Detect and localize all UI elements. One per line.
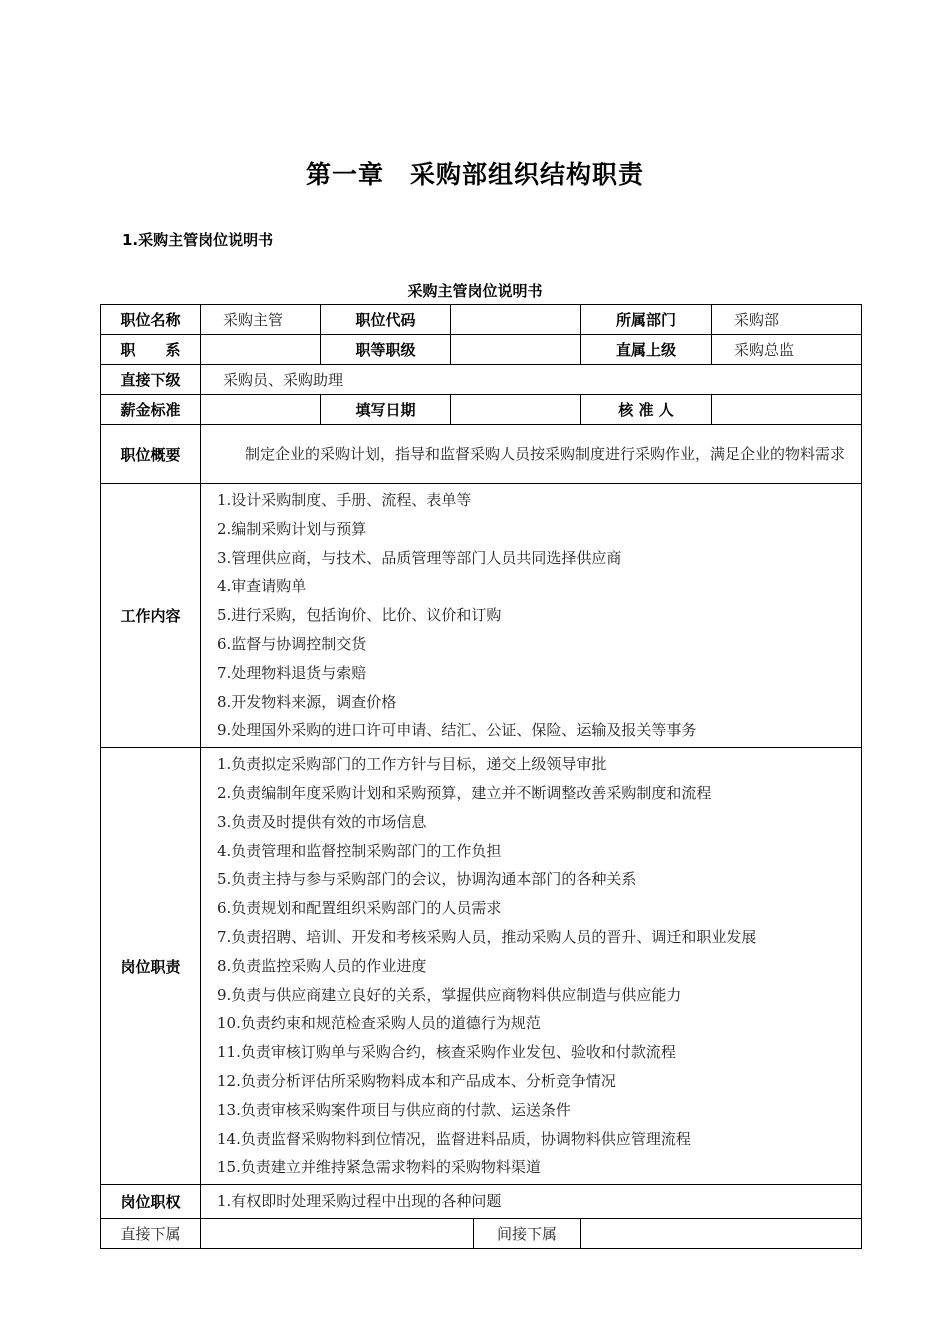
duties-list — [201, 748, 862, 1185]
list-item: 15.负责建立并维持紧急需求物料的采购物料渠道 — [217, 1158, 541, 1177]
list-item: 6.监督与协调控制交货 — [217, 634, 367, 653]
summary-value: 制定企业的采购计划，指导和监督采购人员按采购制度进行采购作业，满足企业的物料需求 — [201, 425, 862, 484]
table-row — [101, 305, 862, 335]
list-item: 3.负责及时提供有效的市场信息 — [217, 812, 427, 831]
position-name-label: 职位名称 — [101, 305, 201, 335]
list-item: 8.负责监控采购人员的作业进度 — [217, 956, 427, 975]
duties-label: 岗位职责 — [101, 748, 201, 1185]
table-row — [101, 748, 862, 1185]
subordinates-value: 采购员、采购助理 — [201, 365, 862, 395]
table-row — [101, 484, 862, 748]
list-item: 3.管理供应商，与技术、品质管理等部门人员共同选择供应商 — [217, 548, 622, 567]
job-family-value — [201, 335, 321, 365]
department-label: 所属部门 — [581, 305, 712, 335]
list-item: 7.负责招聘、培训、开发和考核采购人员，推动采购人员的晋升、调迁和职业发展 — [217, 927, 757, 946]
table-row — [101, 1185, 862, 1219]
department-value: 采购部 — [712, 305, 862, 335]
list-item: 8.开发物料来源，调查价格 — [217, 692, 397, 711]
fill-date-value — [451, 395, 581, 425]
list-item: 1.负责拟定采购部门的工作方针与目标，递交上级领导审批 — [217, 755, 607, 774]
fill-date-label: 填写日期 — [321, 395, 451, 425]
direct-sub-label: 直接下属 — [101, 1219, 201, 1249]
position-code-value — [451, 305, 581, 335]
salary-value — [201, 395, 321, 425]
job-family-label: 职 系 — [101, 335, 201, 365]
indirect-sub-label: 间接下属 — [474, 1219, 581, 1249]
section-heading: 1.采购主管岗位说明书 — [122, 231, 274, 249]
work-content-list — [201, 484, 862, 748]
table-row — [101, 335, 862, 365]
list-item: 11.负责审核订购单与采购合约，核查采购作业发包、验收和付款流程 — [217, 1043, 676, 1062]
supervisor-value: 采购总监 — [712, 335, 862, 365]
salary-label: 薪金标准 — [101, 395, 201, 425]
list-item: 4.审查请购单 — [217, 577, 307, 596]
direct-sub-value — [201, 1219, 474, 1249]
job-description-table — [100, 304, 862, 1249]
table-caption: 采购主管岗位说明书 — [407, 282, 543, 300]
grade-value — [451, 335, 581, 365]
list-item: 2.负责编制年度采购计划和采购预算，建立并不断调整改善采购制度和流程 — [217, 783, 712, 802]
list-item: 6.负责规划和配置组织采购部门的人员需求 — [217, 899, 502, 918]
supervisor-label: 直属上级 — [581, 335, 712, 365]
work-content-label: 工作内容 — [101, 484, 201, 748]
list-item: 1.有权即时处理采购过程中出现的各种问题 — [217, 1192, 502, 1211]
list-item: 13.负责审核采购案件项目与供应商的付款、运送条件 — [217, 1100, 571, 1119]
list-item: 10.负责约束和规范检查采购人员的道德行为规范 — [217, 1014, 541, 1033]
chapter-title: 第一章 采购部组织结构职责 — [305, 160, 644, 189]
list-item: 1.设计采购制度、手册、流程、表单等 — [217, 491, 472, 509]
list-item: 4.负责管理和监督控制采购部门的工作负担 — [217, 841, 502, 860]
summary-label: 职位概要 — [101, 425, 201, 484]
list-item: 9.负责与供应商建立良好的关系，掌握供应商物料供应制造与供应能力 — [217, 985, 682, 1004]
list-item: 5.进行采购，包括询价、比价、议价和订购 — [217, 606, 502, 625]
list-item: 12.负责分析评估所采购物料成本和产品成本、分析竞争情况 — [217, 1071, 616, 1090]
indirect-sub-value — [581, 1219, 862, 1249]
list-item: 9.处理国外采购的进口许可申请、结汇、公证、保险、运输及报关等事务 — [217, 721, 697, 740]
table-row — [101, 365, 862, 395]
subordinates-label: 直接下级 — [101, 365, 201, 395]
authority-list — [201, 1185, 862, 1219]
authority-label: 岗位职权 — [101, 1185, 201, 1219]
grade-label: 职等职级 — [321, 335, 451, 365]
position-name-value: 采购主管 — [201, 305, 321, 335]
list-item: 7.处理物料退货与索赔 — [217, 663, 367, 682]
table-row — [101, 395, 862, 425]
list-item: 2.编制采购计划与预算 — [217, 519, 367, 538]
table-row — [101, 425, 862, 484]
list-item: 14.负责监督采购物料到位情况，监督进料品质，协调物料供应管理流程 — [217, 1129, 691, 1148]
position-code-label: 职位代码 — [321, 305, 451, 335]
list-item: 5.负责主持与参与采购部门的会议，协调沟通本部门的各种关系 — [217, 870, 637, 889]
approver-value — [712, 395, 862, 425]
table-row — [101, 1219, 862, 1249]
approver-label: 核 准 人 — [581, 395, 712, 425]
